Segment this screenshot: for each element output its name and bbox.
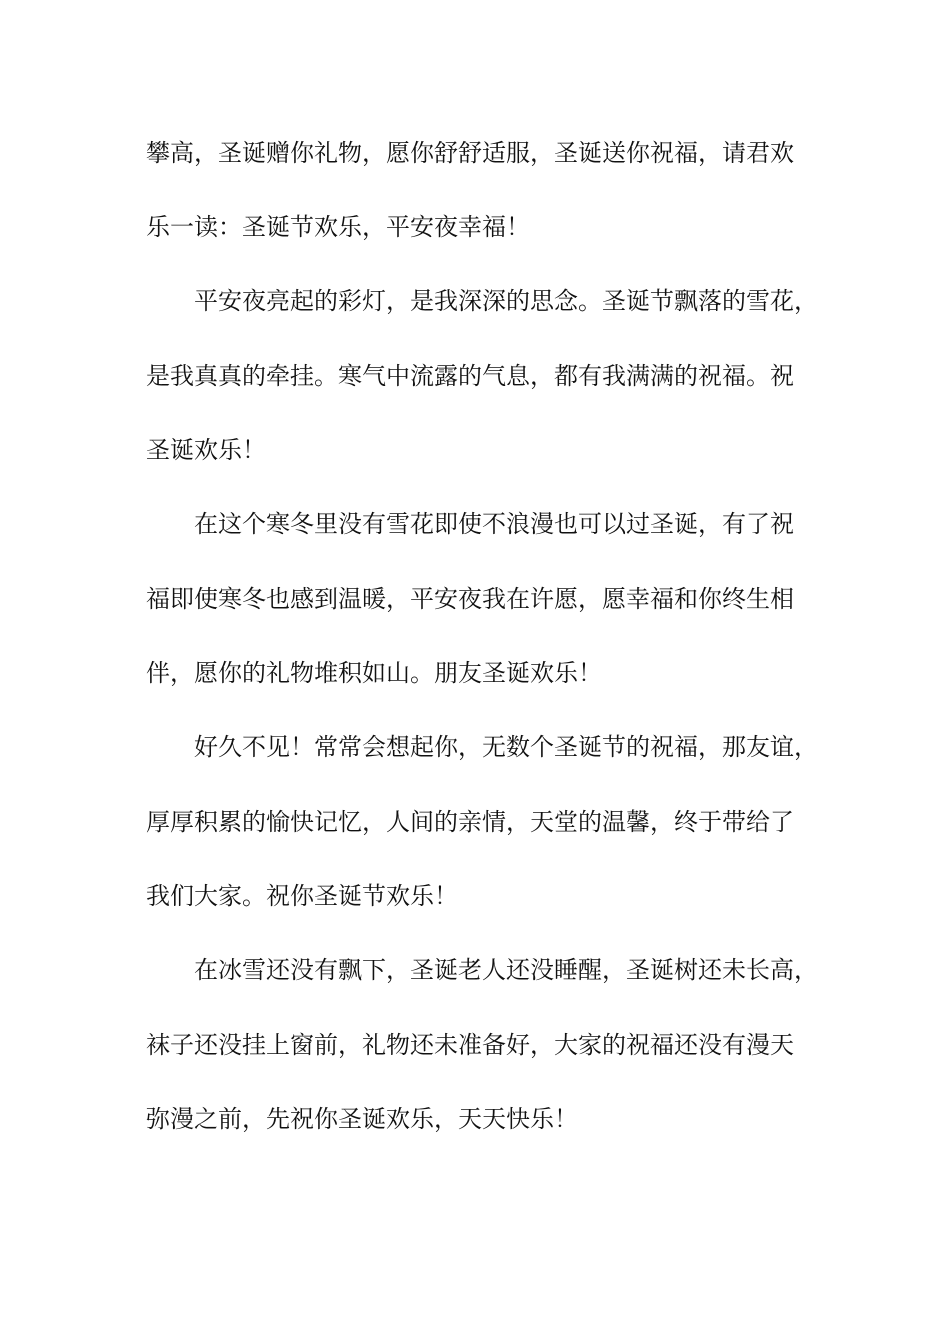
paragraph-line: 是我真真的牵挂。寒气中流露的气息，都有我满满的祝福。祝	[146, 362, 794, 390]
paragraph-line: 在这个寒冬里没有雪花即使不浪漫也可以过圣诞，有了祝	[194, 510, 794, 538]
paragraph-line: 厚厚积累的愉快记忆，人间的亲情，天堂的温馨，终于带给了	[146, 808, 794, 836]
paragraph-line: 圣诞欢乐！	[146, 436, 266, 464]
paragraph-line: 在冰雪还没有飘下，圣诞老人还没睡醒，圣诞树还未长高，	[194, 956, 818, 984]
paragraph-line: 福即使寒冬也感到温暖，平安夜我在许愿，愿幸福和你终生相	[146, 585, 794, 613]
paragraph-line: 好久不见！常常会想起你，无数个圣诞节的祝福，那友谊，	[194, 733, 818, 761]
paragraph-line: 弥漫之前，先祝你圣诞欢乐，天天快乐！	[146, 1105, 578, 1133]
paragraph-line: 攀高，圣诞赠你礼物，愿你舒舒适服，圣诞送你祝福，请君欢	[146, 139, 794, 167]
paragraph-line: 乐一读：圣诞节欢乐，平安夜幸福！	[146, 213, 530, 241]
paragraph-line: 袜子还没挂上窗前，礼物还未准备好，大家的祝福还没有漫天	[146, 1031, 794, 1059]
paragraph-line: 我们大家。祝你圣诞节欢乐！	[146, 882, 458, 910]
paragraph-line: 伴，愿你的礼物堆积如山。朋友圣诞欢乐！	[146, 659, 602, 687]
paragraph-line: 平安夜亮起的彩灯，是我深深的思念。圣诞节飘落的雪花，	[194, 287, 818, 315]
